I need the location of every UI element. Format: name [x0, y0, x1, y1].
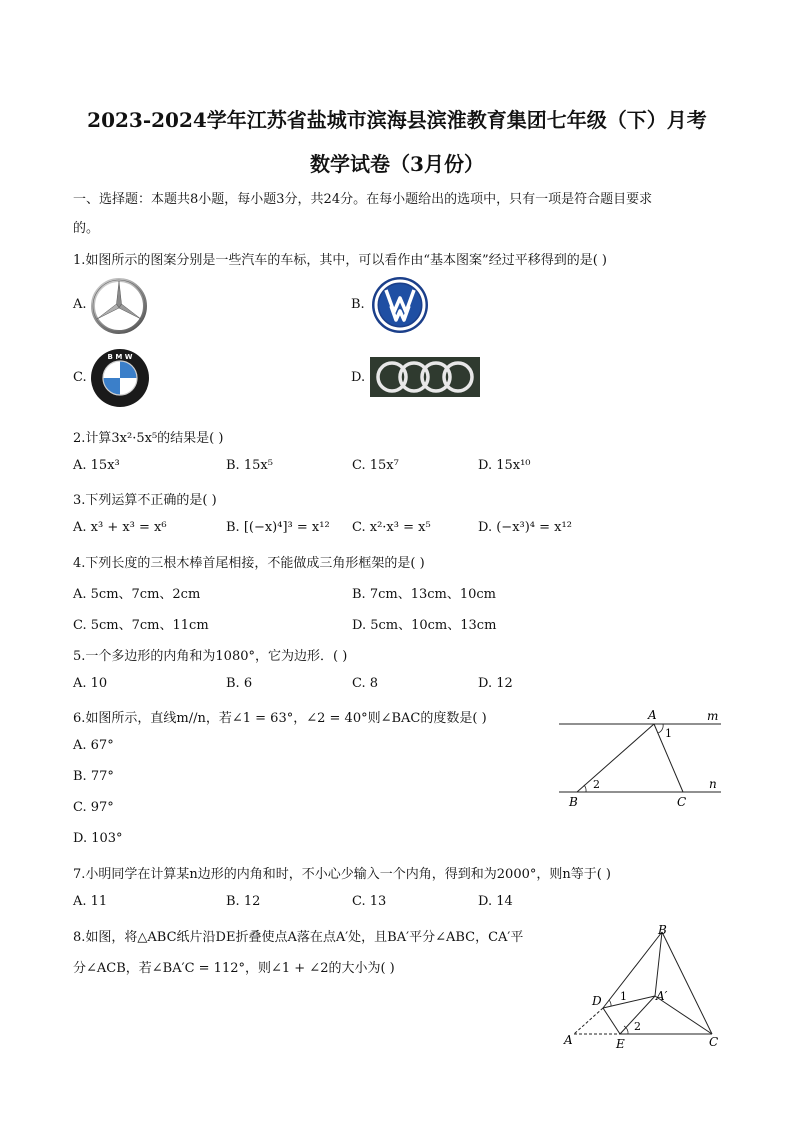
q7-option-b: B. 12 — [226, 894, 261, 909]
question-7-stem: 7.小明同学在计算某n边形的内角和时，不小心少输入一个内角，得到和为2000°，则n等于( ) — [73, 867, 612, 882]
question-6-stem: 6.如图所示，直线m//n，若∠1 = 63°，∠2 = 40°则∠BAC的度数是( ) — [73, 711, 487, 726]
q3-option-d: D. (−x³)⁴ = x¹² — [478, 520, 572, 535]
q3-option-b: B. [(−x)⁴]³ = x¹² — [226, 520, 330, 535]
q6-option-b: B. 77° — [73, 769, 114, 784]
question-1-stem: 1.如图所示的图案分别是一些汽车的车标，其中，可以看作由“基本图案”经过平移得到的是( ) — [73, 253, 607, 268]
paper-title-line-1: 2023-2024学年江苏省盐城市滨海县滨淮教育集团七年级（下）月考 — [87, 108, 707, 132]
section-heading: 一、选择题：本题共8小题，每小题3分，共24分。在每小题给出的选项中，只有一项是符合题目要求 — [73, 192, 653, 207]
q4-option-a: A. 5cm、7cm、2cm — [73, 587, 201, 602]
q6-option-c: C. 97° — [73, 800, 114, 815]
q5-option-c: C. 8 — [352, 676, 379, 691]
label-angle-1: 1 — [620, 990, 627, 1003]
q4-option-b: B. 7cm、13cm、10cm — [352, 587, 496, 602]
label-b: B — [569, 795, 578, 809]
section-heading-cont: 的。 — [73, 221, 100, 236]
q3-option-c: C. x²·x³ = x⁵ — [352, 520, 431, 535]
label-d: D — [592, 994, 602, 1008]
label-angle-2: 2 — [634, 1020, 641, 1033]
folded-triangle-figure — [560, 920, 730, 1054]
q5-option-a: A. 10 — [73, 676, 108, 691]
label-c: C — [677, 795, 687, 809]
q4-option-c: C. 5cm、7cm、11cm — [73, 618, 209, 633]
q5-option-d: D. 12 — [478, 676, 513, 691]
q6-option-d: D. 103° — [73, 831, 123, 846]
q3-option-a: A. x³ + x³ = x⁶ — [73, 520, 167, 535]
label-m: m — [707, 709, 719, 723]
q7-option-a: A. 11 — [73, 894, 108, 909]
q2-option-d: D. 15x¹⁰ — [478, 458, 531, 473]
q7-option-d: D. 14 — [478, 894, 513, 909]
q2-option-b: B. 15x⁵ — [226, 458, 273, 473]
q7-option-c: C. 13 — [352, 894, 387, 909]
q6-option-a: A. 67° — [73, 738, 114, 753]
question-4-stem: 4.下列长度的三根木棒首尾相接，不能做成三角形框架的是( ) — [73, 556, 425, 571]
q1-option-c-label: C. — [73, 370, 87, 385]
svg-text:B M W: B M W — [107, 353, 133, 361]
label-angle-2: 2 — [593, 778, 600, 791]
question-5-stem: 5.一个多边形的内角和为1080°，它为边形．( ) — [73, 649, 348, 664]
mercedes-logo — [90, 277, 148, 335]
paper-title-line-2: 数学试卷（3月份） — [310, 152, 484, 176]
label-b: B — [658, 923, 667, 937]
question-8-stem: 8.如图，将△ABC纸片沿DE折叠使点A落在点A′处，且BA′平分∠ABC，CA′平 — [73, 930, 524, 945]
bmw-logo — [90, 348, 150, 408]
label-a-prime: A′ — [656, 989, 668, 1003]
audi-logo — [370, 357, 480, 397]
label-a: A — [648, 708, 657, 722]
q5-option-b: B. 6 — [226, 676, 253, 691]
label-n: n — [709, 777, 717, 791]
question-2-stem: 2.计算3x²·5x⁵的结果是( ) — [73, 431, 224, 446]
label-c: C — [709, 1035, 719, 1049]
question-3-stem: 3.下列运算不正确的是( ) — [73, 493, 217, 508]
q2-option-a: A. 15x³ — [73, 458, 120, 473]
q1-option-d-label: D. — [351, 370, 366, 385]
q4-option-d: D. 5cm、10cm、13cm — [352, 618, 497, 633]
parallel-lines-figure — [555, 706, 725, 814]
q2-option-c: C. 15x⁷ — [352, 458, 399, 473]
label-e: E — [616, 1037, 625, 1050]
question-8-stem-cont: 分∠ACB，若∠BA′C = 112°，则∠1 + ∠2的大小为( ) — [73, 961, 395, 976]
label-a: A — [564, 1033, 573, 1047]
label-angle-1: 1 — [665, 727, 672, 740]
q1-option-b-label: B. — [351, 297, 365, 312]
q1-option-a-label: A. — [73, 297, 87, 312]
volkswagen-logo — [371, 276, 429, 334]
